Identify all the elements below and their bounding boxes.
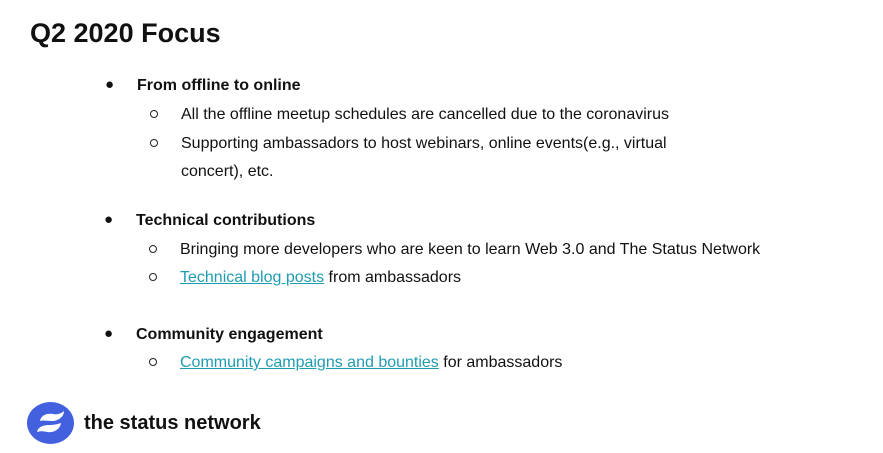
status-logo-icon <box>27 402 74 444</box>
list-item <box>181 130 667 158</box>
hollow-bullet-icon <box>150 110 158 118</box>
community-campaigns-link[interactable]: Community campaigns and bounties <box>180 354 439 371</box>
list-item-text: All the offline meetup schedules are cancelled due to the coronavirus <box>181 106 670 123</box>
hollow-bullet-icon <box>150 139 158 147</box>
list-item-text: for ambassadors <box>438 354 563 371</box>
hollow-bullet-icon <box>149 273 157 281</box>
section-heading-label: Community engagement <box>136 326 323 343</box>
section-heading-offline-online <box>105 76 301 95</box>
list-item <box>180 349 562 377</box>
list-item-text: concert), etc. <box>181 163 274 180</box>
section-heading-label: From offline to online <box>137 77 301 94</box>
bullet-icon: ● <box>105 76 115 93</box>
list-item-text: from ambassadors <box>324 269 462 286</box>
bullet-icon: ● <box>104 211 114 228</box>
hollow-bullet-icon <box>149 358 157 366</box>
section-heading-community <box>104 325 323 344</box>
list-item-continuation <box>181 158 273 186</box>
list-item-text: Supporting ambassadors to host webinars, online events(e.g., virtual <box>181 135 667 152</box>
list-item-text: Bringing more developers who are keen to learn Web 3.0 and The Status Network <box>180 241 761 258</box>
technical-blog-posts-link[interactable]: Technical blog posts <box>180 269 325 286</box>
slide-title: Q2 2020 Focus <box>30 18 221 48</box>
list-item <box>180 236 760 264</box>
section-heading-technical <box>104 211 316 230</box>
status-logo-shape <box>27 402 74 444</box>
bullet-icon: ● <box>104 325 114 342</box>
list-item <box>180 264 461 292</box>
list-item <box>181 101 669 129</box>
section-heading-label: Technical contributions <box>136 212 316 229</box>
brand-name: the status network <box>84 412 261 434</box>
hollow-bullet-icon <box>149 245 157 253</box>
